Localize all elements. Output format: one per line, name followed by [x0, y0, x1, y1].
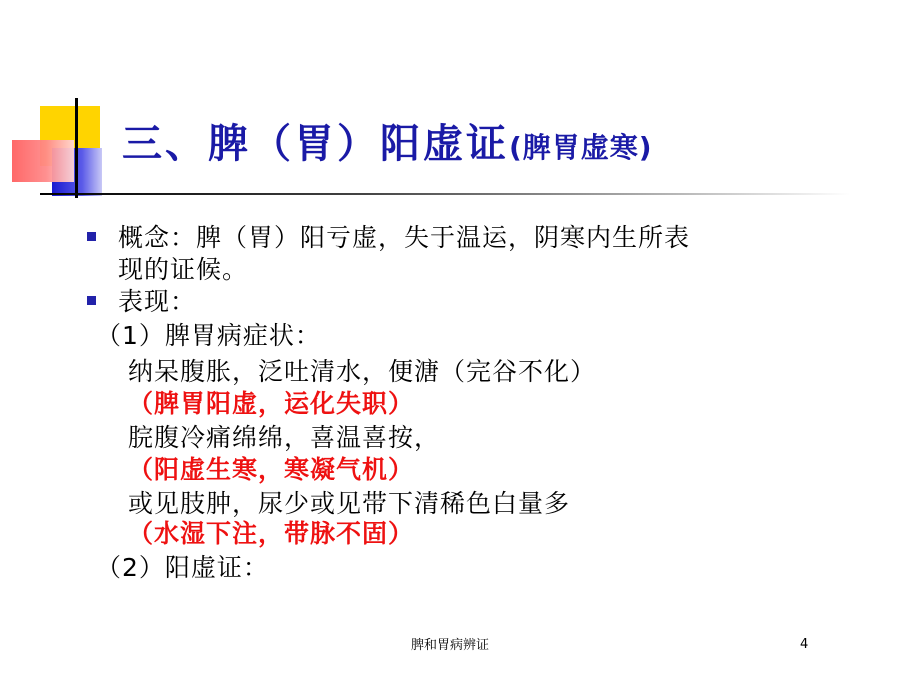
- bullet-square-icon: [87, 296, 96, 305]
- section2-heading: （2）阳虚证：: [96, 553, 269, 582]
- section1-heading: （1）脾胃病症状：: [96, 321, 321, 350]
- title-underline: [40, 193, 850, 195]
- page-number: 4: [800, 637, 809, 652]
- manifest-label: 表现：: [118, 287, 197, 316]
- concept-line-1: 概念：脾（胃）阳亏虚，失于温运，阴寒内生所表: [118, 223, 691, 252]
- decor-red-square: [12, 140, 74, 182]
- mechanism-line-3: （水湿下注，带脉不固）: [128, 519, 415, 548]
- bullet-square-icon: [87, 232, 96, 241]
- symptom-line-2: 脘腹冷痛绵绵，喜温喜按，: [128, 423, 441, 452]
- decor-vertical-line: [75, 98, 78, 198]
- symptom-line-3: 或见肢肿，尿少或见带下清稀色白量多: [128, 489, 571, 518]
- slide-title-sub: (脾胃虚寒): [509, 131, 653, 164]
- concept-line-2: 现的证候。: [118, 255, 249, 284]
- symptom-line-1: 纳呆腹胀，泛吐清水，便溏（完谷不化）: [128, 357, 597, 386]
- slide-title: [122, 112, 653, 169]
- footer-title: 脾和胃病辨证: [410, 638, 489, 653]
- mechanism-line-1: （脾胃阳虚，运化失职）: [128, 389, 415, 418]
- mechanism-line-2: （阳虚生寒，寒凝气机）: [128, 455, 415, 484]
- slide-title-main: 三、脾（胃）阳虚证: [122, 121, 509, 167]
